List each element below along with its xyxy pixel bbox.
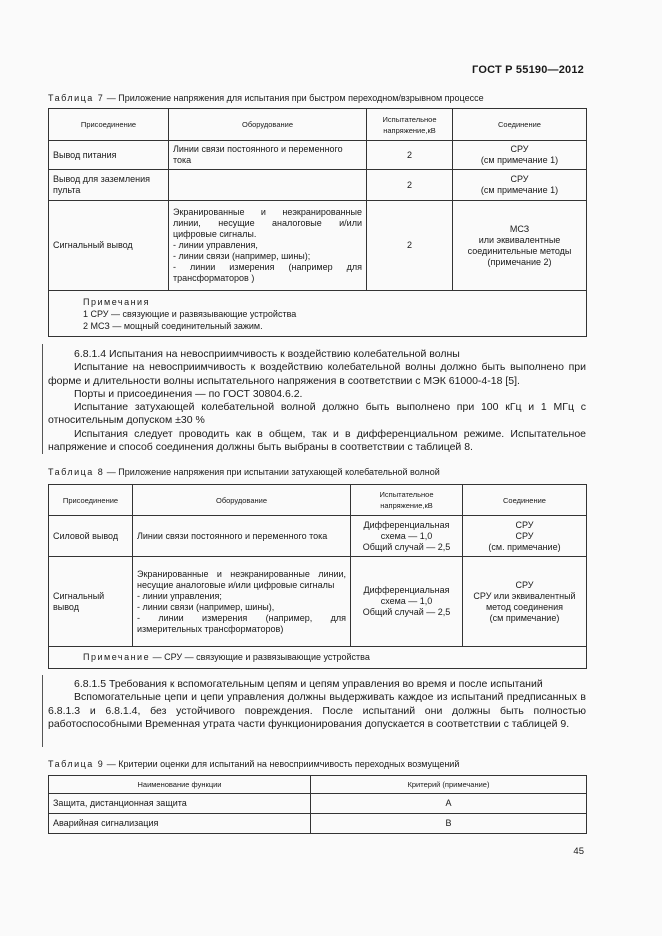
table-row xyxy=(49,170,587,201)
table7-header-voltage: Испытательное напряжение,кВ xyxy=(367,109,453,141)
table8 xyxy=(48,484,587,669)
change-bar xyxy=(42,344,43,454)
table8-caption-text: — Приложение напряжения при испытании затухающей колебательной волной xyxy=(104,467,440,477)
table7-cell-voltage: 2 xyxy=(367,201,453,291)
table8-caption xyxy=(48,467,440,477)
table7-cell-link xyxy=(453,201,587,291)
table7-header-equipment: Оборудование xyxy=(169,109,367,141)
table7-notes xyxy=(49,291,587,337)
paragraph: 6.8.1.5 Требования к вспомогательным цепям и цепям управления во время и после испытаний xyxy=(74,678,543,690)
table8-header-voltage: Испытательное напряжение,кВ xyxy=(351,485,463,516)
table7-note-1: 1 СРУ — связующие и развязывающие устройства xyxy=(83,308,297,319)
table7-header-connection: Присоединение xyxy=(49,109,169,141)
table7-caption-text: — Приложение напряжения для испытания при быстром переходном/взрывном процессе xyxy=(104,93,484,103)
table7-cell-equipment xyxy=(169,170,367,201)
table8-note xyxy=(49,647,587,669)
table7 xyxy=(48,108,587,337)
equipment-line: - линии измерения (например, для измерительных трансформаторов) xyxy=(137,612,346,634)
table8-header-row xyxy=(49,485,587,516)
paragraph: Испытание затухающей колебательной волной должно быть выполнено при 100 кГц и 1 МГц с относительным допуском ±30 % xyxy=(48,401,586,427)
equipment-line: Экранированные и неэкранированные линии, несущие аналоговые и/или цифровые сигналы xyxy=(137,568,346,590)
voltage-line: схема — 1,0 xyxy=(380,596,433,606)
link-line: СРУ xyxy=(515,579,534,590)
table8-cell-equipment: Линии связи постоянного и переменного тока xyxy=(133,516,351,557)
table9-header-criterion: Критерий (примечание) xyxy=(311,776,587,794)
change-bar xyxy=(42,675,43,747)
equipment-line: Экранированные и неэкранированные линии, несущие аналоговые и/или цифровые сигналы. xyxy=(173,207,362,239)
paragraph: Испытания следует проводить как в общем, так и в дифференциальном режиме. Испытательное напряжение и способ соединения должны быть выбраны в соответствии с таблицей 8. xyxy=(48,427,586,454)
table9-cell-function: Защита, дистанционная защита xyxy=(49,794,311,814)
table8-cell-equipment xyxy=(133,557,351,647)
voltage-line: Дифференциальная xyxy=(363,585,450,595)
table7-cell-link xyxy=(453,141,587,170)
table8-cell-voltage xyxy=(351,557,463,647)
table7-cell-equipment: Линии связи постоянного и переменного тока xyxy=(169,141,367,170)
table8-header-link: Соединение xyxy=(463,485,587,516)
table9-header-function: Наименование функции xyxy=(49,776,311,794)
voltage-line: Общий случай — 2,5 xyxy=(362,607,451,617)
table7-cell-connection: Сигнальный вывод xyxy=(49,201,169,291)
equipment-line: - линии связи (например, шины); xyxy=(173,251,311,261)
table7-cell-connection: Вывод питания xyxy=(49,141,169,170)
table9 xyxy=(48,775,587,834)
table9-cell-criterion: А xyxy=(311,794,587,814)
table7-notes-title: Примечания xyxy=(83,296,150,307)
equipment-line: - линии измерения (например для трансформаторов ) xyxy=(173,262,362,283)
table-row xyxy=(49,516,587,557)
table7-header-row xyxy=(49,109,587,141)
table9-header-row xyxy=(49,776,587,794)
table7-notes-row xyxy=(49,291,587,337)
paragraph: Вспомогательные цепи и цепи управления должны выдерживать каждое из испытаний предписанных в 6.8.1.3 и 6.8.1.4, без устойчивого повреждения. После испытаний они должны быть полностью работоспособными Временная утрата части функционирования допускается в соответствии с таблицей 9. xyxy=(48,691,586,730)
table-row xyxy=(49,557,587,647)
link-line: (см примечание) xyxy=(489,612,560,623)
table-row xyxy=(49,201,587,291)
table8-header-equipment: Оборудование xyxy=(133,485,351,516)
table8-note-text: — СРУ — связующие и развязывающие устройства xyxy=(150,652,370,662)
section-6814 xyxy=(48,348,586,454)
table7-cell-connection: Вывод для заземления пульта xyxy=(49,170,169,201)
link-line: СРУ xyxy=(510,174,529,184)
link-line: соединительные методы xyxy=(467,245,572,256)
link-line: СРУ xyxy=(510,144,529,154)
link-line: СРУ или эквивалентный метод соединения xyxy=(473,590,576,612)
paragraph: 6.8.1.4 Испытания на невосприимчивость к воздействию колебательной волны xyxy=(74,348,460,360)
page-number: 45 xyxy=(573,846,584,857)
link-line: (см примечание 1) xyxy=(480,155,559,165)
link-line: СРУ xyxy=(515,530,534,541)
table8-note-prefix: Примечание xyxy=(83,652,151,662)
table-row xyxy=(49,141,587,170)
table7-header-link: Соединение xyxy=(453,109,587,141)
table8-caption-prefix: Таблица 8 xyxy=(48,467,105,477)
table7-cell-voltage: 2 xyxy=(367,170,453,201)
document-code: ГОСТ Р 55190—2012 xyxy=(472,64,584,76)
table-row xyxy=(49,794,587,814)
equipment-line: - линии управления; xyxy=(137,590,222,601)
section-6815 xyxy=(48,678,586,731)
link-line: (см. примечание) xyxy=(488,541,561,552)
table9-cell-function: Аварийная сигнализация xyxy=(49,814,311,834)
equipment-line: - линии управления, xyxy=(173,240,258,250)
table7-cell-voltage: 2 xyxy=(367,141,453,170)
link-line: (см примечание 1) xyxy=(480,185,559,195)
paragraph: Порты и присоединения — по ГОСТ 30804.6.2. xyxy=(74,387,303,400)
table8-cell-voltage xyxy=(351,516,463,557)
table7-caption-prefix: Таблица 7 xyxy=(48,93,105,103)
table7-note-2: 2 МСЗ — мощный соединительный зажим. xyxy=(83,320,263,331)
table7-cell-link xyxy=(453,170,587,201)
paragraph: Испытание на невосприимчивость к воздействию колебательной волны должно быть выполнено при форме и длительности волны испытательного напряжения в соответствии с МЭК 61000-4-18 [5]. xyxy=(48,361,586,387)
table8-cell-connection: Сигнальный вывод xyxy=(49,557,133,647)
voltage-line: Дифференциальная xyxy=(363,519,450,530)
table8-cell-link xyxy=(463,516,587,557)
table8-cell-link xyxy=(463,557,587,647)
link-line: (примечание 2) xyxy=(487,256,552,267)
link-line: СРУ xyxy=(515,519,534,530)
table9-caption-prefix: Таблица 9 xyxy=(48,759,105,769)
table9-cell-criterion: В xyxy=(311,814,587,834)
table-row xyxy=(49,814,587,834)
table9-caption xyxy=(48,759,459,769)
table8-header-connection: Присоединение xyxy=(49,485,133,516)
voltage-line: схема — 1,0 xyxy=(380,530,433,541)
table7-caption xyxy=(48,93,484,103)
table7-cell-equipment xyxy=(169,201,367,291)
voltage-line: Общий случай — 2,5 xyxy=(362,541,451,552)
equipment-line: - линии связи (например, шины), xyxy=(137,601,275,612)
table8-note-row xyxy=(49,647,587,669)
table8-cell-connection: Силовой вывод xyxy=(49,516,133,557)
table9-caption-text: — Критерии оценки для испытаний на невосприимчивость переходных возмущений xyxy=(104,759,460,769)
link-line: МСЗ xyxy=(509,223,530,234)
link-line: или эквивалентные xyxy=(478,234,561,245)
